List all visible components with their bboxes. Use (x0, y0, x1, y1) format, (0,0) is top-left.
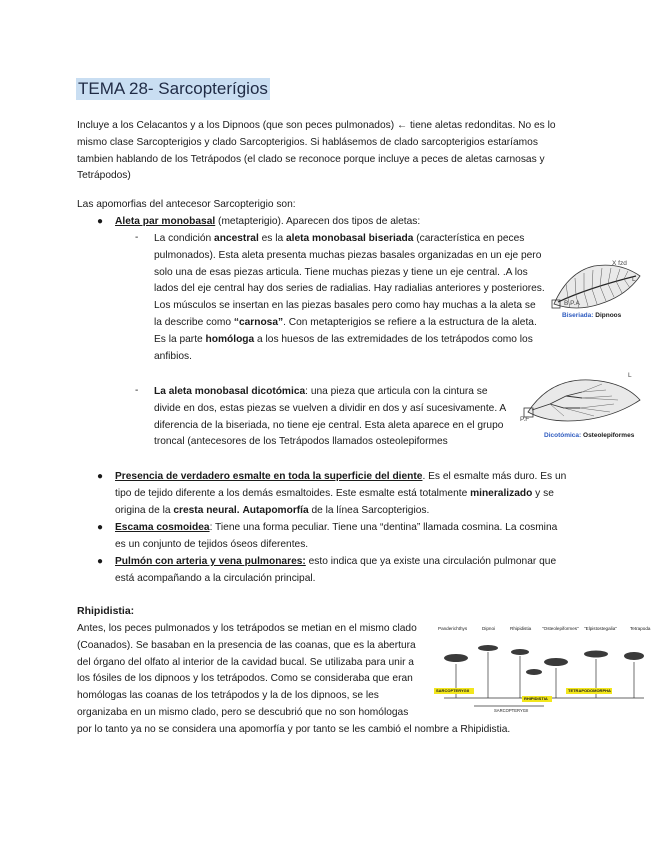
esmalte-text-1: . Es el esmalte más duro. Es un tipo de tejido diferente a los demás esmaltoides. Este esmalte está totalmente (115, 471, 567, 499)
bullet-icon: ● (97, 522, 104, 533)
dash-icon: - (135, 232, 139, 243)
biseriada-homologa: homóloga (205, 333, 255, 345)
fig1-caption-type: Biseriada: (562, 312, 596, 319)
dicotomica-text: : una pieza que articula con la cintura se divide en dos, estas piezas se vuelven a dividir en dos y así sucesivamente. A diferencia de la biseriada, no tiene eje central. Esta aleta aparece en el grupo troncal (antecesores de los Tetrápodos llamados osteolepiformes (154, 386, 506, 448)
figure-biseriada (548, 260, 646, 322)
aleta-par-text: (metapterigio). Aparecen dos tipos de aletas: (215, 216, 421, 227)
dicotomica-term: La aleta monobasal dicotómica (154, 386, 306, 397)
biseriada-text-4: . Con metapterigios se refiere a la estructura de la aleta. Es la parte (154, 316, 537, 345)
biseriada-text-2: es la (258, 233, 286, 244)
taxon-label: "Osteolepiformes" (542, 626, 579, 631)
taxon-label: Dipnoi (482, 626, 496, 631)
biseriada-ancestral: ancestral (214, 233, 259, 244)
sublist-item-biseriada (154, 231, 546, 365)
dicotomica-fin-illustration (520, 372, 650, 432)
list-item-aleta-par (115, 214, 545, 231)
sublist-item-dicotomica (154, 384, 514, 451)
clade-label-tetrapodomorpha: TETRAPODOMORPHA (568, 688, 611, 693)
list-item-escama (115, 520, 570, 554)
figure-dicotomica (520, 372, 650, 444)
esmalte-heading: Presencia de verdadero esmalte en toda la superficie del diente (115, 471, 423, 482)
fig2-caption (544, 432, 634, 439)
apomorfias-intro: Las apomorfias del antecesor Sarcopterigio son: (77, 199, 296, 210)
pulmon-text: esto indica que ya existe una circulación pulmonar que está acompañando a la circulación principal. (115, 556, 557, 584)
fig1-caption (562, 312, 621, 319)
taxon-label: Panderichthys (438, 626, 468, 631)
esmalte-text-2: y se origina de la (115, 487, 554, 516)
bullet-icon: ● (97, 556, 104, 567)
esmalte-text-3: de la línea Sarcopterigios. (308, 504, 430, 516)
list-item-pulmon (115, 554, 575, 588)
fig2-label-2: P.F (520, 416, 530, 423)
pulmon-heading: Pulmón con arteria y vena pulmonares: (115, 556, 306, 567)
esmalte-mineralizado: mineralizado (470, 487, 533, 499)
bullet-icon: ● (97, 216, 104, 227)
taxon-label: Tetrapoda (630, 626, 651, 631)
escama-text: : Tiene una forma peculiar. Tiene una “dentina” llamada cosmina. La cosmina es un conjunto de tejidos óseos diferentes. (115, 522, 558, 550)
clade-label-rhipidistia: RHIPIDISTIA (524, 696, 548, 701)
cladogram-illustration (434, 626, 655, 716)
taxon-label: "Elpistostegalia" (584, 626, 617, 631)
figure-cladogram (434, 626, 655, 716)
page-title: TEMA 28- Sarcopterígios (78, 79, 268, 98)
biseriada-text-1: La condición (154, 233, 215, 244)
fig2-caption-group: Osteolepiformes (583, 432, 635, 439)
esmalte-cresta: cresta neural. (173, 504, 240, 516)
clade-label-bottom: SARCOPTERYGII (494, 708, 529, 713)
fig1-label-3: B.P.A (564, 300, 580, 307)
dash-icon: - (135, 385, 139, 396)
rhipidistia-body: Antes, los peces pulmonados y los tetrápodos se metian en el mismo clado (Coanados). Se basaban en la presencia de las coanas, que es la abertura del órgano del olfato al interior de la cavidad bucal. Se utilizaba para unir a los fósiles de los dipnoos y los tetrápodos. Como se consideraba que eran homólogas las coanas de los tetrápodos y la de los dipnoos, se les organizaba en un mismo clado, pero se descubrió que no son homólogas por lo tanto ya no se considera una apomorfía y por tanto se les cambió el nombre a Rhipidistia. (77, 623, 511, 735)
biseriada-text-5: a los huesos de las extremidades de los tetrápodos como los anfibios. (154, 333, 533, 362)
esmalte-autapomorfia: Autapomorfía (242, 504, 309, 516)
clade-label-sarcopterygii: SARCOPTERYGII (436, 688, 469, 693)
biseriada-text-3: (característica en peces pulmonados). Esta aleta presenta muchas piezas basales organizadas en un eje pero solo una de esas piezas articula. Tiene muchas piezas y tiene un eje central. .A los lados del eje central hay dos series de radialias. Hay radialias anteriores y posteriores. Los músculos se insertan en las piezas basales pero como hay muchas a la aleta se la describe como (154, 233, 545, 328)
fig1-label-2: L (632, 276, 636, 283)
intro-paragraph: Incluye a los Celacantos y a los Dipnoos (que son peces pulmonados) ← tiene aletas redonditas. No es lo mismo clase Sarcopterigios y clado Sarcopterigios. Si hablásemos de clado sarcopterigios estaríamos tambien hablando de los Tetrápodos (el clado se reconoce porque incluye a peces de aletas carnosas y Tetrápodos) (77, 120, 556, 182)
list-item-esmalte (115, 469, 577, 519)
rhipidistia-heading: Rhipidistia: (77, 605, 135, 617)
escama-heading: Escama cosmoidea (115, 522, 210, 533)
fig2-label-1: L (628, 372, 632, 379)
fig1-caption-group: Dipnoos (595, 312, 622, 319)
taxon-label: Rhipidistia (510, 626, 532, 631)
biseriada-term: aleta monobasal biseriada (285, 233, 414, 244)
bullet-icon: ● (97, 471, 104, 482)
aleta-par-heading: Aleta par monobasal (115, 216, 216, 227)
fig2-caption-type: Dicotómica: (544, 432, 584, 439)
fig1-label-1: X fzd (612, 260, 627, 267)
biseriada-carnosa: “carnosa” (233, 316, 284, 328)
